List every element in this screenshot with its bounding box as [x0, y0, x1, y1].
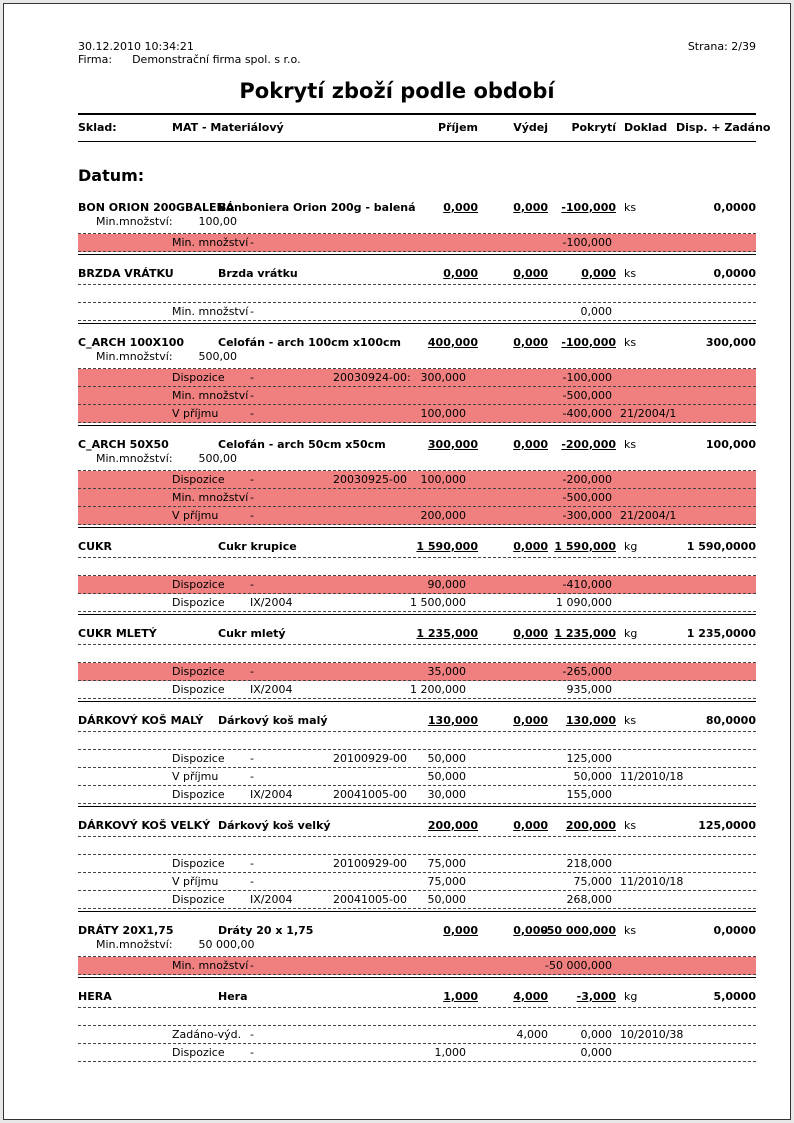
spacer-row — [78, 1008, 756, 1026]
min-quantity-value: 50 000,00 — [198, 938, 255, 951]
column-header-vydej: Výdej — [513, 121, 548, 134]
detail-prijem-value: 100,000 — [420, 473, 466, 486]
detail-pokryti-value: 268,000 — [566, 893, 612, 906]
item-code: DÁRKOVÝ KOŠ VELKÝ — [78, 818, 211, 832]
item-header-row — [78, 437, 756, 451]
detail-period: - — [250, 770, 254, 783]
detail-pokryti-value: -200,000 — [562, 473, 612, 486]
detail-prijem-value: 100,000 — [420, 407, 466, 420]
item-vydej-value: 0,000 — [513, 539, 548, 553]
detail-period: - — [250, 371, 254, 384]
item-unit: ks — [624, 437, 637, 451]
print-timestamp: 30.12.2010 10:34:21 — [78, 40, 194, 53]
item-vydej-value: 0,000 — [513, 626, 548, 640]
detail-period: - — [250, 236, 254, 249]
item-vydej-value: 4,000 — [513, 989, 548, 1003]
detail-prijem-value: 1 500,000 — [410, 596, 466, 609]
item-disp-value: 0,0000 — [713, 923, 756, 937]
detail-pokryti-value: 218,000 — [566, 857, 612, 870]
min-quantity-row — [78, 937, 756, 952]
item-unit: ks — [624, 818, 637, 832]
item-disp-value: 5,0000 — [713, 989, 756, 1003]
spacer-row — [78, 837, 756, 855]
detail-row — [78, 786, 756, 804]
spacer-row — [78, 285, 756, 303]
detail-period: - — [250, 389, 254, 402]
item-code: CUKR MLETÝ — [78, 626, 157, 640]
min-quantity-row — [78, 349, 756, 364]
detail-pokryti-value: -100,000 — [562, 371, 612, 384]
detail-vydej-value: 4,000 — [516, 1028, 548, 1041]
detail-prijem-value: 1,000 — [434, 1046, 466, 1059]
detail-label: Min. množství — [172, 959, 249, 972]
item-separator — [78, 804, 756, 807]
item-code: BRZDA VRÁTKU — [78, 266, 174, 280]
detail-period: - — [250, 752, 254, 765]
detail-pokryti-value: -100,000 — [562, 236, 612, 249]
item-vydej-value: 0,000 — [513, 818, 548, 832]
item-header-row — [78, 200, 756, 214]
item-code: HERA — [78, 989, 112, 1003]
detail-doklad-value: 21/2004/1 — [620, 509, 677, 522]
item-code: C_ARCH 100X100 — [78, 335, 185, 349]
report-page — [3, 3, 791, 1120]
detail-label: Min. množství — [172, 305, 249, 318]
detail-row — [78, 750, 756, 768]
detail-label: Dispozice — [172, 578, 225, 591]
item-disp-value: 1 590,0000 — [686, 539, 756, 553]
detail-row — [78, 1026, 756, 1044]
item-header-row — [78, 923, 756, 937]
item-prijem-value: 0,000 — [443, 923, 478, 937]
detail-prijem-value: 75,000 — [427, 875, 466, 888]
item-separator — [78, 252, 756, 255]
item-vydej-value: 0,000 — [513, 923, 548, 937]
detail-doc-number: 20030924-00: — [333, 371, 411, 384]
item-vydej-value: 0,000 — [513, 200, 548, 214]
detail-period: - — [250, 1028, 254, 1041]
detail-pokryti-value: 155,000 — [566, 788, 612, 801]
item-pokryti-value: 130,000 — [565, 713, 616, 727]
detail-period: - — [250, 305, 254, 318]
detail-doc-number: 20041005-00 — [333, 788, 407, 801]
item-pokryti-value: 1 235,000 — [554, 626, 616, 640]
item-name: Cukr mletý — [218, 626, 286, 640]
detail-doc-number: 20030925-00 — [333, 473, 407, 486]
item-pokryti-value: -100,000 — [561, 200, 616, 214]
item-block — [78, 539, 756, 615]
min-quantity-value: 500,00 — [198, 452, 238, 465]
item-vydej-value: 0,000 — [513, 713, 548, 727]
column-header-row — [78, 113, 771, 142]
min-quantity-label: Min.množství: — [96, 215, 173, 228]
item-separator — [78, 909, 756, 912]
detail-pokryti-value: 75,000 — [573, 875, 612, 888]
detail-pokryti-value: 1 090,000 — [556, 596, 612, 609]
item-prijem-value: 0,000 — [443, 266, 478, 280]
item-separator — [78, 699, 756, 702]
item-block — [78, 200, 756, 255]
detail-row — [78, 471, 756, 489]
detail-row — [78, 891, 756, 909]
report-meta-row — [78, 40, 756, 53]
company-name: Demonstrační firma spol. s r.o. — [132, 53, 301, 66]
warehouse-value: MAT - Materiálový — [172, 121, 284, 134]
item-header-row — [78, 713, 756, 727]
item-separator — [78, 525, 756, 528]
min-quantity-row — [78, 451, 756, 466]
detail-period: - — [250, 407, 254, 420]
detail-prijem-value: 30,000 — [427, 788, 466, 801]
item-disp-value: 125,0000 — [698, 818, 756, 832]
detail-row — [78, 507, 756, 525]
item-vydej-value: 0,000 — [513, 437, 548, 451]
item-pokryti-value: 0,000 — [581, 266, 616, 280]
item-name: Dárkový koš velký — [218, 818, 331, 832]
detail-row — [78, 957, 756, 975]
detail-period: - — [250, 509, 254, 522]
item-unit: ks — [624, 200, 637, 214]
warehouse-label: Sklad: — [78, 121, 117, 134]
detail-pokryti-value: 0,000 — [580, 305, 612, 318]
item-header-row — [78, 335, 756, 349]
item-vydej-value: 0,000 — [513, 335, 548, 349]
detail-label: Dispozice — [172, 665, 225, 678]
company-row — [78, 53, 756, 66]
detail-period: - — [250, 665, 254, 678]
detail-prijem-value: 300,000 — [420, 371, 466, 384]
item-pokryti-value: -50 000,000 — [542, 923, 616, 937]
detail-prijem-value: 35,000 — [427, 665, 466, 678]
detail-period: - — [250, 875, 254, 888]
detail-row — [78, 873, 756, 891]
detail-pokryti-value: -500,000 — [562, 389, 612, 402]
detail-pokryti-value: 0,000 — [580, 1028, 612, 1041]
column-header-prijem: Příjem — [438, 121, 478, 134]
item-unit: ks — [624, 266, 637, 280]
item-disp-value: 0,0000 — [713, 200, 756, 214]
item-separator — [78, 612, 756, 615]
detail-label: V příjmu — [172, 509, 219, 522]
item-unit: ks — [624, 335, 637, 349]
item-code: CUKR — [78, 539, 112, 553]
item-code: DÁRKOVÝ KOŠ MALÝ — [78, 713, 204, 727]
detail-row — [78, 1044, 756, 1062]
item-pokryti-value: -100,000 — [561, 335, 616, 349]
item-prijem-value: 1,000 — [443, 989, 478, 1003]
detail-pokryti-value: 50,000 — [573, 770, 612, 783]
column-header-disp: Disp. + Zadáno — [676, 121, 771, 134]
report-title: Pokrytí zboží podle období — [239, 79, 555, 103]
detail-row — [78, 303, 756, 321]
item-separator — [78, 423, 756, 426]
detail-period: - — [250, 1046, 254, 1059]
item-header-row — [78, 989, 756, 1003]
item-block — [78, 266, 756, 324]
detail-period: IX/2004 — [250, 596, 293, 609]
item-name: Celofán - arch 50cm x50cm — [218, 437, 386, 451]
item-prijem-value: 200,000 — [427, 818, 478, 832]
detail-pokryti-value: -400,000 — [562, 407, 612, 420]
item-prijem-value: 300,000 — [427, 437, 478, 451]
detail-row — [78, 369, 756, 387]
detail-prijem-value: 50,000 — [427, 770, 466, 783]
item-block — [78, 923, 756, 978]
detail-pokryti-value: -500,000 — [562, 491, 612, 504]
item-pokryti-value: 200,000 — [565, 818, 616, 832]
item-header-row — [78, 818, 756, 832]
detail-prijem-value: 50,000 — [427, 893, 466, 906]
detail-pokryti-value: 125,000 — [566, 752, 612, 765]
item-pokryti-value: -200,000 — [561, 437, 616, 451]
item-unit: kg — [624, 539, 638, 553]
detail-doc-number: 20100929-00 — [333, 752, 407, 765]
spacer-row — [78, 558, 756, 576]
item-header-row — [78, 626, 756, 640]
detail-period: IX/2004 — [250, 683, 293, 696]
item-unit: ks — [624, 713, 637, 727]
item-unit: kg — [624, 989, 638, 1003]
detail-label: Dispozice — [172, 857, 225, 870]
detail-pokryti-value: 0,000 — [580, 1046, 612, 1059]
detail-pokryti-value: -410,000 — [562, 578, 612, 591]
detail-prijem-value: 50,000 — [427, 752, 466, 765]
column-header-doklad: Doklad — [624, 121, 668, 134]
item-code: DRÁTY 20X1,75 — [78, 923, 174, 937]
detail-pokryti-value: 935,000 — [566, 683, 612, 696]
item-disp-value: 100,000 — [705, 437, 756, 451]
detail-label: Min. množství — [172, 236, 249, 249]
detail-period: - — [250, 578, 254, 591]
item-header-row — [78, 266, 756, 280]
detail-label: Dispozice — [172, 893, 225, 906]
detail-row — [78, 405, 756, 423]
item-header-row — [78, 539, 756, 553]
detail-label: V příjmu — [172, 770, 219, 783]
detail-label: Min. množství — [172, 491, 249, 504]
item-unit: kg — [624, 626, 638, 640]
item-disp-value: 300,000 — [705, 335, 756, 349]
detail-doc-number: 20100929-00 — [333, 857, 407, 870]
detail-period: - — [250, 959, 254, 972]
detail-pokryti-value: -300,000 — [562, 509, 612, 522]
detail-prijem-value: 1 200,000 — [410, 683, 466, 696]
detail-label: Dispozice — [172, 473, 225, 486]
detail-label: Zadáno-výd. — [172, 1028, 242, 1041]
item-name: Dráty 20 x 1,75 — [218, 923, 314, 937]
item-prijem-value: 1 590,000 — [416, 539, 478, 553]
item-name: Bonboniera Orion 200g - balená — [218, 200, 416, 214]
min-quantity-value: 500,00 — [198, 350, 238, 363]
detail-row — [78, 489, 756, 507]
detail-label: Dispozice — [172, 596, 225, 609]
min-quantity-label: Min.množství: — [96, 938, 173, 951]
item-separator — [78, 321, 756, 324]
detail-label: Dispozice — [172, 683, 225, 696]
detail-label: Dispozice — [172, 1046, 225, 1059]
item-block — [78, 335, 756, 426]
min-quantity-label: Min.množství: — [96, 452, 173, 465]
item-block — [78, 713, 756, 807]
item-block — [78, 437, 756, 528]
detail-period: IX/2004 — [250, 893, 293, 906]
detail-prijem-value: 200,000 — [420, 509, 466, 522]
item-name: Brzda vrátku — [218, 266, 298, 280]
detail-period: IX/2004 — [250, 788, 293, 801]
min-quantity-row — [78, 214, 756, 229]
item-name: Hera — [218, 989, 248, 1003]
detail-row — [78, 576, 756, 594]
item-separator — [78, 975, 756, 978]
item-name: Dárkový koš malý — [218, 713, 328, 727]
detail-doklad-value: 10/2010/38 — [620, 1028, 684, 1041]
detail-label: V příjmu — [172, 875, 219, 888]
item-prijem-value: 0,000 — [443, 200, 478, 214]
detail-label: Dispozice — [172, 371, 225, 384]
detail-row — [78, 681, 756, 699]
detail-doklad-value: 11/2010/18 — [620, 770, 684, 783]
min-quantity-label: Min.množství: — [96, 350, 173, 363]
detail-row — [78, 663, 756, 681]
item-disp-value: 1 235,0000 — [686, 626, 756, 640]
page-number: Strana: 2/39 — [687, 40, 756, 53]
detail-prijem-value: 90,000 — [427, 578, 466, 591]
spacer-row — [78, 732, 756, 750]
company-label: Firma: — [78, 53, 113, 66]
item-prijem-value: 130,000 — [427, 713, 478, 727]
detail-row — [78, 768, 756, 786]
item-block — [78, 989, 756, 1062]
items-container — [78, 200, 756, 1062]
detail-period: - — [250, 473, 254, 486]
detail-period: - — [250, 857, 254, 870]
detail-pokryti-value: -265,000 — [562, 665, 612, 678]
item-disp-value: 80,0000 — [705, 713, 756, 727]
column-header-pokryti: Pokrytí — [571, 121, 616, 134]
detail-pokryti-value: -50 000,000 — [545, 959, 612, 972]
item-vydej-value: 0,000 — [513, 266, 548, 280]
detail-row — [78, 234, 756, 252]
detail-label: V příjmu — [172, 407, 219, 420]
item-block — [78, 626, 756, 702]
item-pokryti-value: 1 590,000 — [554, 539, 616, 553]
item-prijem-value: 400,000 — [427, 335, 478, 349]
spacer-row — [78, 645, 756, 663]
detail-label: Dispozice — [172, 788, 225, 801]
detail-row — [78, 594, 756, 612]
detail-row — [78, 387, 756, 405]
item-name: Cukr krupice — [218, 539, 297, 553]
item-block — [78, 818, 756, 912]
detail-prijem-value: 75,000 — [427, 857, 466, 870]
detail-doklad-value: 21/2004/1 — [620, 407, 677, 420]
min-quantity-value: 100,00 — [198, 215, 238, 228]
detail-period: - — [250, 491, 254, 504]
item-disp-value: 0,0000 — [713, 266, 756, 280]
detail-label: Min. množství — [172, 389, 249, 402]
section-title: Datum: — [78, 166, 145, 185]
item-prijem-value: 1 235,000 — [416, 626, 478, 640]
item-unit: ks — [624, 923, 637, 937]
item-code: BON ORION 200GBALENÁ — [78, 200, 235, 214]
item-name: Celofán - arch 100cm x100cm — [218, 335, 401, 349]
detail-doklad-value: 11/2010/18 — [620, 875, 684, 888]
item-pokryti-value: -3,000 — [576, 989, 616, 1003]
detail-row — [78, 855, 756, 873]
item-code: C_ARCH 50X50 — [78, 437, 169, 451]
detail-label: Dispozice — [172, 752, 225, 765]
detail-doc-number: 20041005-00 — [333, 893, 407, 906]
